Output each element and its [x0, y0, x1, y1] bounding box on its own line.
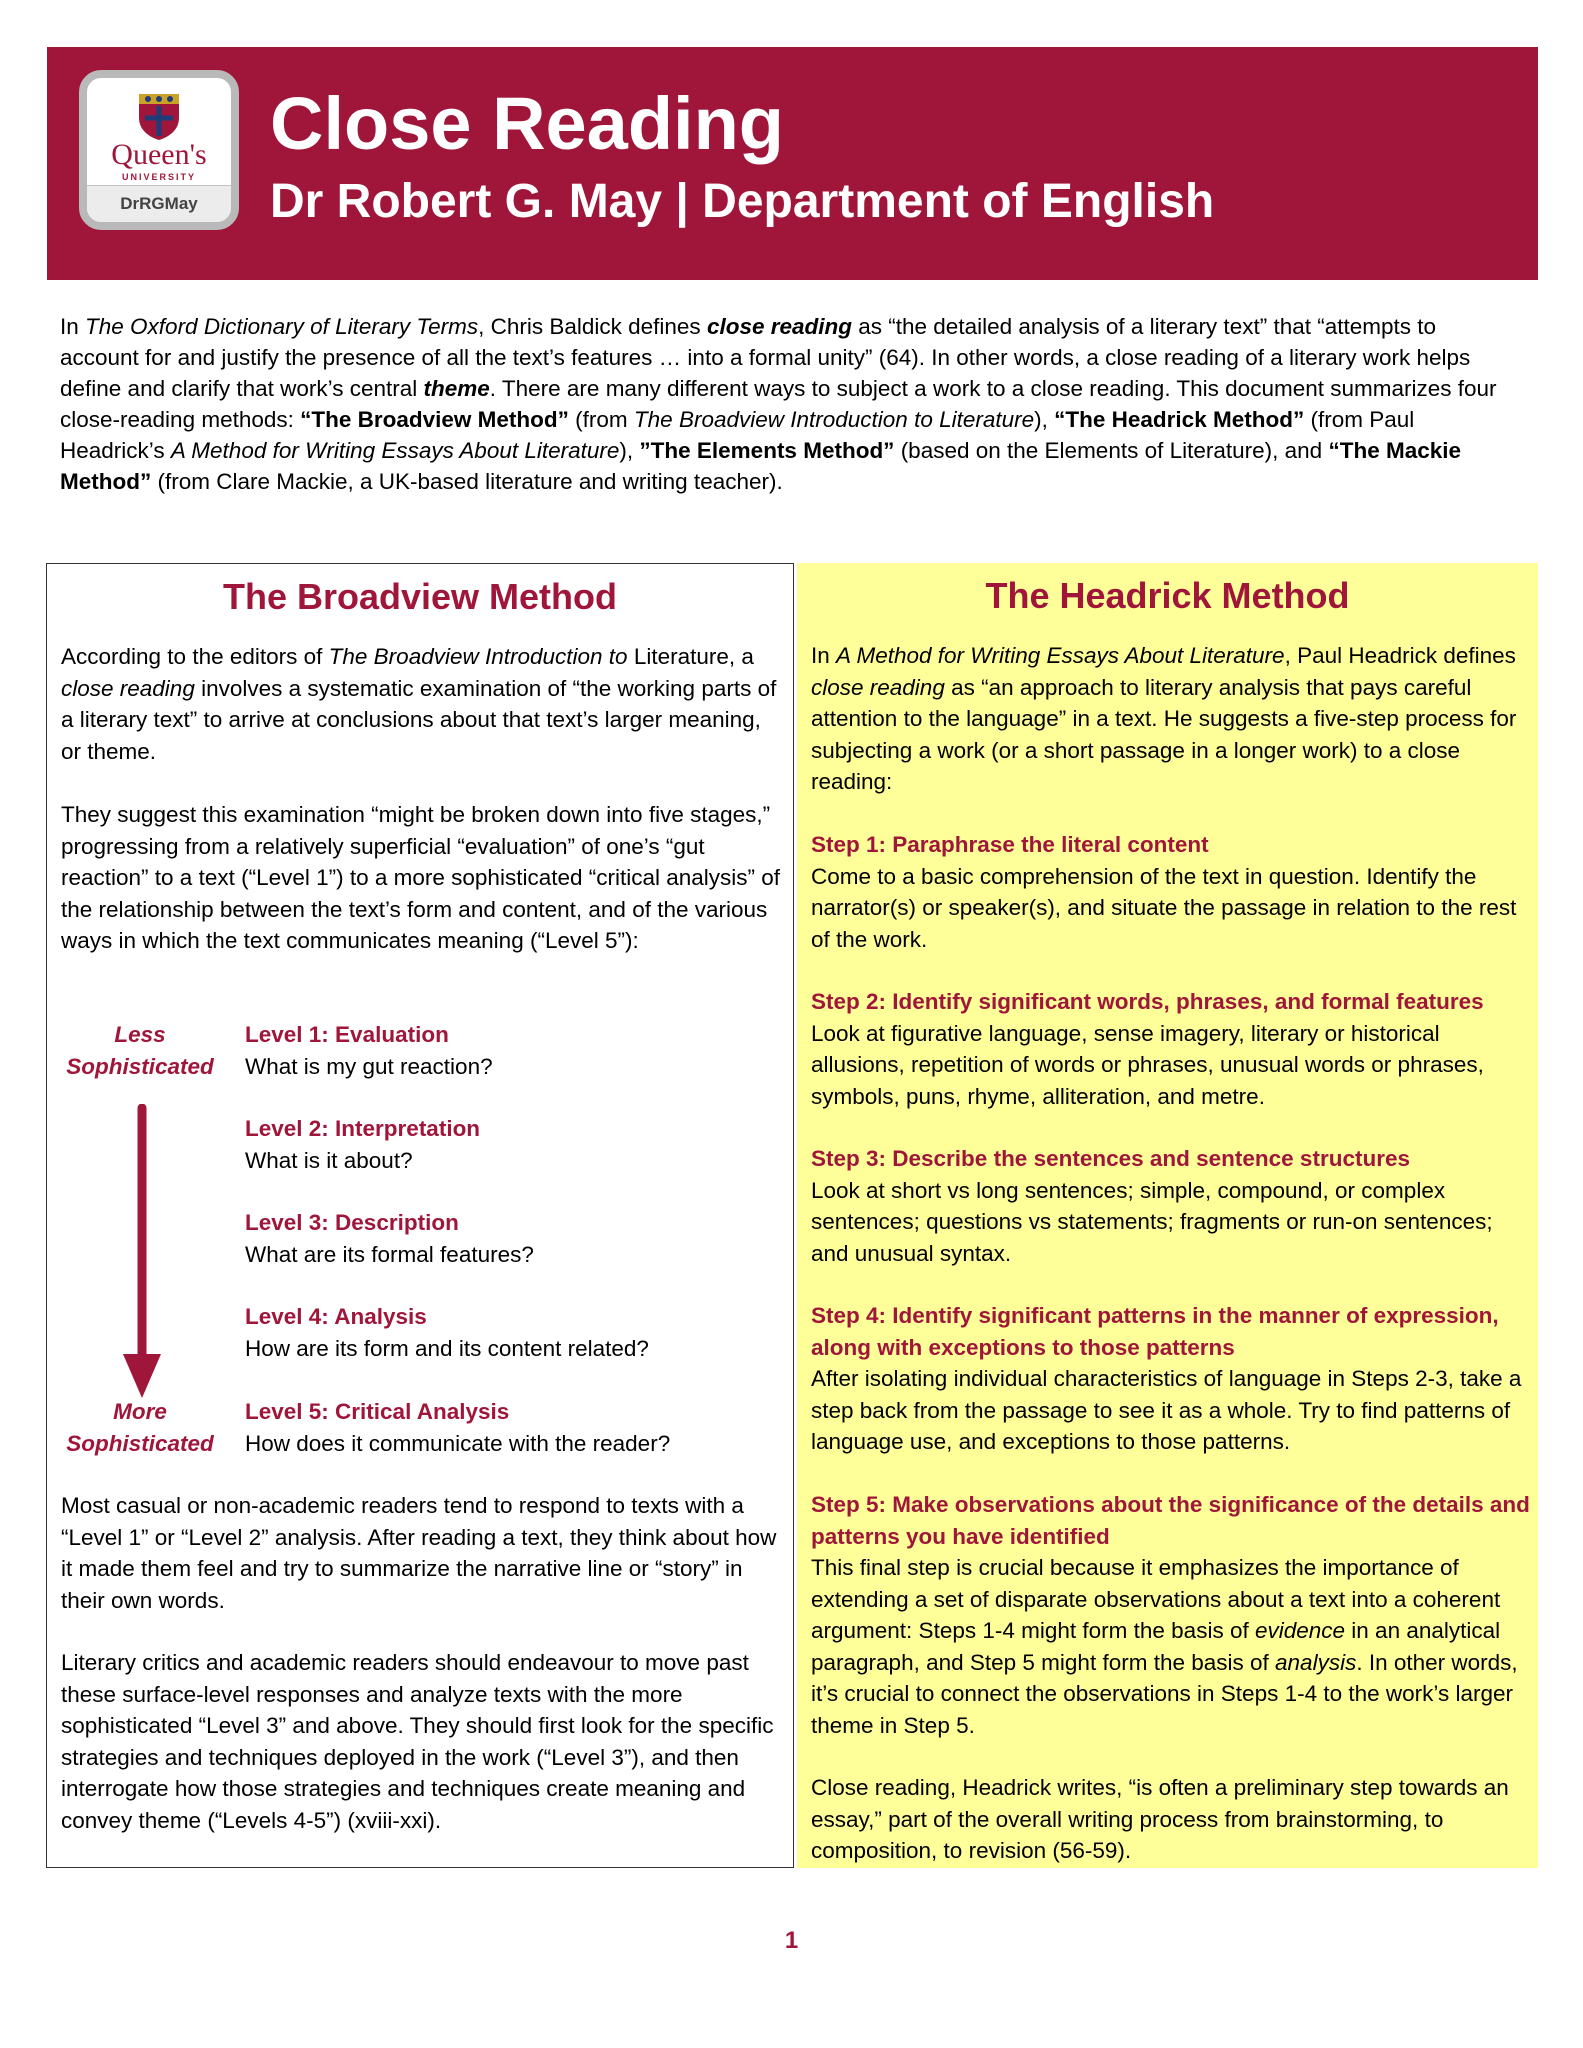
logo-handle: DrRGMay — [87, 185, 231, 222]
step-body — [811, 1552, 1531, 1741]
level-item — [245, 1396, 670, 1459]
broadview-paragraph-3: Most casual or non-academic readers tend to respond to texts with a “Level 1” or “Level 2” analysis. After reading a text, they think about how it made them feel and try to summarize the narrative line or “story” in their own words. — [61, 1493, 777, 1613]
page-number: 1 — [784, 1927, 799, 1954]
intro-text: (from Clare Mackie, a UK-based literature and writing teacher). — [151, 469, 783, 494]
step-item — [811, 829, 1531, 955]
label-line: More — [113, 1399, 167, 1424]
intro-paragraph — [60, 311, 1520, 497]
intro-text: “The Mackie Method” — [60, 438, 1462, 494]
level-title: Level 5: Critical Analysis — [245, 1399, 510, 1424]
logo-wordmark: Queen's — [111, 138, 207, 171]
text: involves a systematic examination of “the working parts of a literary text” to arrive at conclusions about that text’s larger meaning, or theme. — [61, 675, 777, 764]
step-title: Step 1: Paraphrase the literal content — [811, 832, 1209, 857]
intro-text: , Chris Baldick defines — [478, 314, 707, 339]
step-title: Step 5: Make observations about the significance of the details and patterns you have identified — [811, 1492, 1530, 1549]
level-item — [245, 1113, 480, 1176]
text: analysis — [1275, 1649, 1357, 1675]
broadview-paragraph-2: They suggest this examination “might be broken down into five stages,” progressing from a relatively superficial “evaluation” of one’s “gut reaction” to a text (“Level 1”) to a more sophisticated “critical analysis” of the relationship between the text’s form and content, and of the various ways in which the text communicates meaning (“Level 5”): — [61, 802, 781, 953]
intro-text: . There are many different ways to subject a work to a close reading. This document summarizes four close-reading methods: — [60, 376, 1497, 432]
step-item — [811, 1489, 1531, 1741]
headrick-closing: Close reading, Headrick writes, “is often a preliminary step towards an essay,” part of the overall writing process from brainstorming, to composition, to revision (56-59). — [811, 1775, 1509, 1863]
text: This final step is crucial because it emphasizes the importance of extending a set of disparate observations about a text into a coherent argument: Steps 1-4 might form the basis of — [811, 1555, 1501, 1643]
label-line: Sophisticated — [66, 1053, 214, 1079]
step-title: Step 2: Identify significant words, phrases, and formal features — [811, 989, 1484, 1014]
level-title: Level 1: Evaluation — [245, 1022, 449, 1047]
headrick-heading: The Headrick Method — [985, 575, 1350, 616]
less-sophisticated-label — [60, 1019, 220, 1082]
logo-university: UNIVERSITY — [121, 172, 196, 182]
level-question: What is my gut reaction? — [245, 1053, 493, 1079]
step-item — [811, 1143, 1531, 1269]
more-sophisticated-label — [60, 1396, 220, 1459]
header-banner — [47, 47, 1538, 280]
text: Literature, a — [627, 644, 754, 669]
intro-text: ), — [1034, 407, 1055, 432]
intro-text: close reading — [706, 314, 852, 339]
text: According to the editors of — [61, 644, 329, 669]
intro-text: In — [60, 314, 86, 339]
level-item — [245, 1301, 649, 1364]
step-item — [811, 1300, 1531, 1458]
level-title: Level 2: Interpretation — [245, 1116, 481, 1141]
step-title: Step 3: Describe the sentences and sentence structures — [811, 1146, 1410, 1171]
text: close reading — [61, 675, 195, 701]
step-item — [811, 986, 1531, 1112]
text: A Method for Writing Essays About Literature — [836, 643, 1285, 668]
headrick-method-box — [797, 563, 1538, 1868]
level-question: What is it about? — [245, 1147, 413, 1173]
text: as “an approach to literary analysis that pays careful attention to the language” in a text. He suggests a five-step process for subjecting a work (or a short passage in a longer work) to a close reading: — [811, 674, 1517, 794]
text: , Paul Headrick defines — [1284, 643, 1516, 668]
intro-text: as “the detailed analysis of a literary text” that “attempts to account for and justify the presence of all the text’s features … into a formal unity” (64). In other words, a close reading of a literary work helps define and clarify that work’s central — [60, 314, 1471, 401]
intro-text: (from Paul Headrick’s — [60, 407, 1415, 463]
label-line: Sophisticated — [66, 1430, 214, 1456]
intro-text: (from — [568, 407, 634, 432]
intro-text: “The Headrick Method” — [1054, 407, 1305, 432]
intro-text: The Oxford Dictionary of Literary Terms — [85, 314, 479, 339]
page-title: Close Reading — [270, 82, 784, 165]
broadview-paragraph-1 — [61, 641, 786, 767]
headrick-intro — [811, 640, 1529, 798]
broadview-heading: The Broadview Method — [222, 576, 618, 617]
intro-text: theme — [423, 376, 490, 401]
text: evidence — [1254, 1618, 1346, 1643]
broadview-paragraph-4: Literary critics and academic readers should endeavour to move past these surface-level responses and analyze texts with the more sophisticated “Level 3” and above. They should first look for the specific strategies and techniques deployed in the work (“Level 3”), and then interrogate how those strategies and techniques create meaning and convey theme (“Levels 4-5”) (xviii-xxi). — [61, 1650, 774, 1833]
text: In — [811, 643, 837, 668]
step-body: Look at short vs long sentences; simple, compound, or complex sentences; questions vs statements; fragments or run-on sentences; and unusual syntax. — [811, 1177, 1493, 1266]
intro-text: “The Broadview Method” — [300, 407, 569, 432]
level-item — [245, 1019, 493, 1082]
level-title: Level 3: Description — [245, 1210, 459, 1235]
intro-text: The Broadview Introduction to Literature — [633, 407, 1035, 432]
step-body: Come to a basic comprehension of the text in question. Identify the narrator(s) or speaker(s), and situate the passage in relation to the rest of the work. — [811, 863, 1517, 952]
broadview-method-box — [46, 563, 794, 1868]
page-subtitle: Dr Robert G. May | Department of English — [270, 175, 1215, 228]
text: . In other words, it’s crucial to connect the observations in Steps 1-4 to the work’s larger theme in Step 5. — [811, 1649, 1518, 1738]
intro-text: ), — [619, 438, 640, 463]
level-title: Level 4: Analysis — [245, 1304, 427, 1329]
level-question: How does it communicate with the reader? — [245, 1430, 671, 1456]
text: close reading — [811, 674, 945, 700]
step-title: Step 4: Identify significant patterns in the manner of expression, along with exceptions to those patterns — [811, 1303, 1499, 1360]
intro-text: A Method for Writing Essays About Literature — [170, 438, 620, 463]
queens-logo — [79, 70, 239, 230]
label-line: Less — [114, 1022, 166, 1047]
crest-icon — [137, 92, 181, 142]
step-body: After isolating individual characteristics of language in Steps 2-3, take a step back from the passage to see it as a whole. Try to find patterns of language use, and exceptions to those patterns. — [811, 1366, 1522, 1454]
step-body: Look at figurative language, sense imagery, literary or historical allusions, repetition of words or phrases, unusual words or phrases, symbols, puns, rhyme, alliteration, and metre. — [811, 1020, 1484, 1109]
text: The Broadview Introduction to — [328, 644, 628, 669]
level-question: How are its form and its content related? — [245, 1335, 649, 1361]
level-question: What are its formal features? — [245, 1241, 534, 1267]
text: in an analytical paragraph, and Step 5 might form the basis of — [811, 1618, 1501, 1675]
intro-text: (based on the Elements of Literature), and — [894, 438, 1329, 463]
level-item — [245, 1207, 534, 1270]
intro-text: ”The Elements Method” — [639, 438, 895, 463]
down-arrow-icon — [119, 1104, 165, 1400]
